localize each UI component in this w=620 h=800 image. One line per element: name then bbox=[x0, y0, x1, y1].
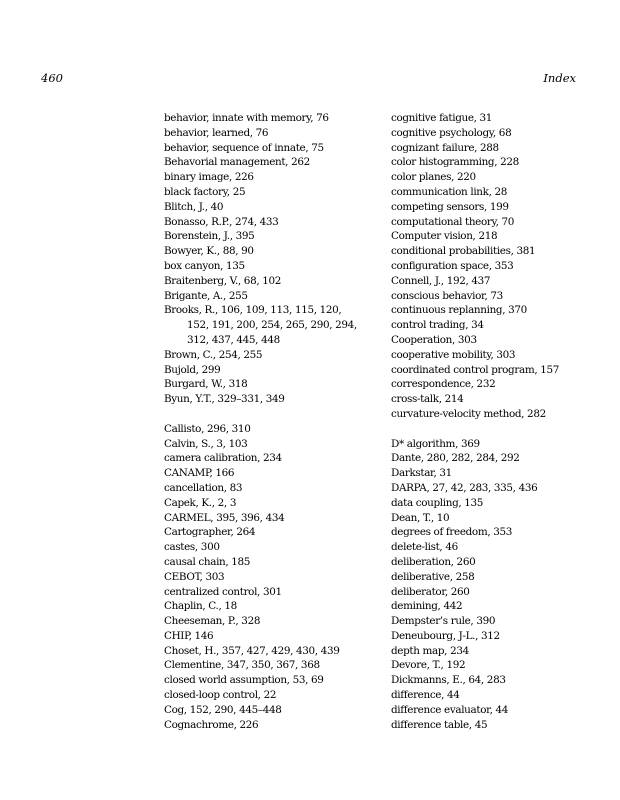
index-entry: causal chain, 185 bbox=[164, 555, 251, 568]
index-entry: Clementine, 347, 350, 367, 368 bbox=[164, 659, 320, 672]
index-entry: Brown, C., 254, 255 bbox=[164, 348, 263, 361]
index-entry: CHIP, 146 bbox=[164, 629, 214, 642]
index-entry: Chaplin, C., 18 bbox=[164, 600, 237, 613]
index-entry: CARMEL, 395, 396, 434 bbox=[164, 511, 285, 524]
index-entry: Brooks, R., 106, 109, 113, 115, 120, 152, 191, 200, 254, 265, 290, 294, 312, 437, 445, 448 bbox=[164, 304, 357, 346]
index-entry: degrees of freedom, 353 bbox=[391, 526, 513, 539]
index-entry: depth map, 234 bbox=[391, 644, 469, 657]
index-entry: conscious behavior, 73 bbox=[391, 289, 503, 302]
index-entry: closed world assumption, 53, 69 bbox=[164, 674, 324, 687]
index-column-left bbox=[164, 111, 360, 732]
index-entry: Brigante, A., 255 bbox=[164, 289, 248, 302]
index-entry: demining, 442 bbox=[391, 600, 463, 613]
index-entry: Bonasso, R.P., 274, 433 bbox=[164, 215, 279, 228]
index-entry: cancellation, 83 bbox=[164, 481, 243, 494]
index-entry: Byun, Y.T., 329–331, 349 bbox=[164, 393, 285, 406]
index-entry: deliberator, 260 bbox=[391, 585, 470, 598]
index-entry: color histogramming, 228 bbox=[391, 156, 519, 169]
index-entry: CEBOT, 303 bbox=[164, 570, 225, 583]
index-entry: camera calibration, 234 bbox=[164, 452, 282, 465]
index-entry: behavior, learned, 76 bbox=[164, 126, 269, 139]
index-entry: Dante, 280, 282, 284, 292 bbox=[391, 452, 520, 465]
index-entry: D* algorithm, 369 bbox=[391, 437, 480, 450]
index-entry: Dean, T., 10 bbox=[391, 511, 450, 524]
index-entry: coordinated control program, 157 bbox=[391, 363, 560, 376]
index-entry: difference evaluator, 44 bbox=[391, 703, 509, 716]
index-entry: cognitive psychology, 68 bbox=[391, 126, 512, 139]
index-entry: configuration space, 353 bbox=[391, 259, 514, 272]
index-entry: centralized control, 301 bbox=[164, 585, 282, 598]
index-entry: Calvin, S., 3, 103 bbox=[164, 437, 248, 450]
index-group bbox=[164, 111, 360, 407]
index-entry: Deneubourg, J-L., 312 bbox=[391, 629, 500, 642]
index-entry: Devore, T., 192 bbox=[391, 659, 466, 672]
index-entry: Blitch, J., 40 bbox=[164, 200, 224, 213]
index-entry: data coupling, 135 bbox=[391, 496, 484, 509]
index-entry: Darkstar, 31 bbox=[391, 467, 452, 480]
page-number: 460 bbox=[41, 71, 63, 85]
index-entry: Braitenberg, V., 68, 102 bbox=[164, 274, 282, 287]
index-entry: Behavorial management, 262 bbox=[164, 156, 310, 169]
index-entry: box canyon, 135 bbox=[164, 259, 245, 272]
index-entry: cognitive fatigue, 31 bbox=[391, 112, 493, 124]
group-spacer bbox=[391, 422, 591, 437]
index-entry: Connell, J., 192, 437 bbox=[391, 274, 491, 287]
index-entry: Burgard, W., 318 bbox=[164, 378, 248, 391]
index-group bbox=[391, 111, 591, 422]
index-entry: color planes, 220 bbox=[391, 171, 476, 184]
index-entry: conditional probabilities, 381 bbox=[391, 245, 536, 258]
index-entry: Computer vision, 218 bbox=[391, 230, 498, 243]
index-entry: CANAMP, 166 bbox=[164, 467, 235, 480]
index-entry: Bowyer, K., 88, 90 bbox=[164, 245, 254, 258]
index-entry: deliberative, 258 bbox=[391, 570, 475, 583]
running-head: Index bbox=[543, 71, 576, 85]
index-entry: Cartographer, 264 bbox=[164, 526, 256, 539]
index-entry: Choset, H., 357, 427, 429, 430, 439 bbox=[164, 644, 340, 657]
index-entry: Dempster’s rule, 390 bbox=[391, 615, 496, 628]
index-entry: communication link, 28 bbox=[391, 185, 508, 198]
index-entry: castes, 300 bbox=[164, 541, 220, 554]
index-column-right bbox=[391, 111, 591, 732]
index-entry: cross-talk, 214 bbox=[391, 393, 464, 406]
index-entry: Cooperation, 303 bbox=[391, 333, 477, 346]
index-entry: behavior, innate with memory, 76 bbox=[164, 112, 329, 124]
index-entry: continuous replanning, 370 bbox=[391, 304, 527, 317]
index-group bbox=[391, 437, 591, 733]
index-entry: cognizant failure, 288 bbox=[391, 141, 499, 154]
index-entry: difference, 44 bbox=[391, 689, 460, 702]
index-entry: binary image, 226 bbox=[164, 171, 254, 184]
index-entry: closed-loop control, 22 bbox=[164, 689, 277, 702]
index-entry: Callisto, 296, 310 bbox=[164, 422, 251, 435]
index-entry: Cognachrome, 226 bbox=[164, 718, 259, 731]
index-entry: Dickmanns, E., 64, 283 bbox=[391, 674, 506, 687]
index-entry: curvature-velocity method, 282 bbox=[391, 407, 546, 420]
index-entry: black factory, 25 bbox=[164, 185, 246, 198]
index-entry: Cheeseman, P., 328 bbox=[164, 615, 261, 628]
index-entry: Borenstein, J., 395 bbox=[164, 230, 255, 243]
index-entry: deliberation, 260 bbox=[391, 555, 476, 568]
index-entry: Cog, 152, 290, 445–448 bbox=[164, 703, 282, 716]
index-entry: behavior, sequence of innate, 75 bbox=[164, 141, 324, 154]
index-entry: computational theory, 70 bbox=[391, 215, 515, 228]
index-entry: delete-list, 46 bbox=[391, 541, 458, 554]
index-entry: Bujold, 299 bbox=[164, 363, 221, 376]
index-entry: control trading, 34 bbox=[391, 319, 484, 332]
index-group bbox=[164, 422, 360, 733]
index-entry: Capek, K., 2, 3 bbox=[164, 496, 237, 509]
index-entry: difference table, 45 bbox=[391, 718, 488, 731]
index-entry: cooperative mobility, 303 bbox=[391, 348, 516, 361]
index-entry: competing sensors, 199 bbox=[391, 200, 509, 213]
index-entry: correspondence, 232 bbox=[391, 378, 496, 391]
index-entry: DARPA, 27, 42, 283, 335, 436 bbox=[391, 481, 538, 494]
group-spacer bbox=[164, 407, 360, 422]
